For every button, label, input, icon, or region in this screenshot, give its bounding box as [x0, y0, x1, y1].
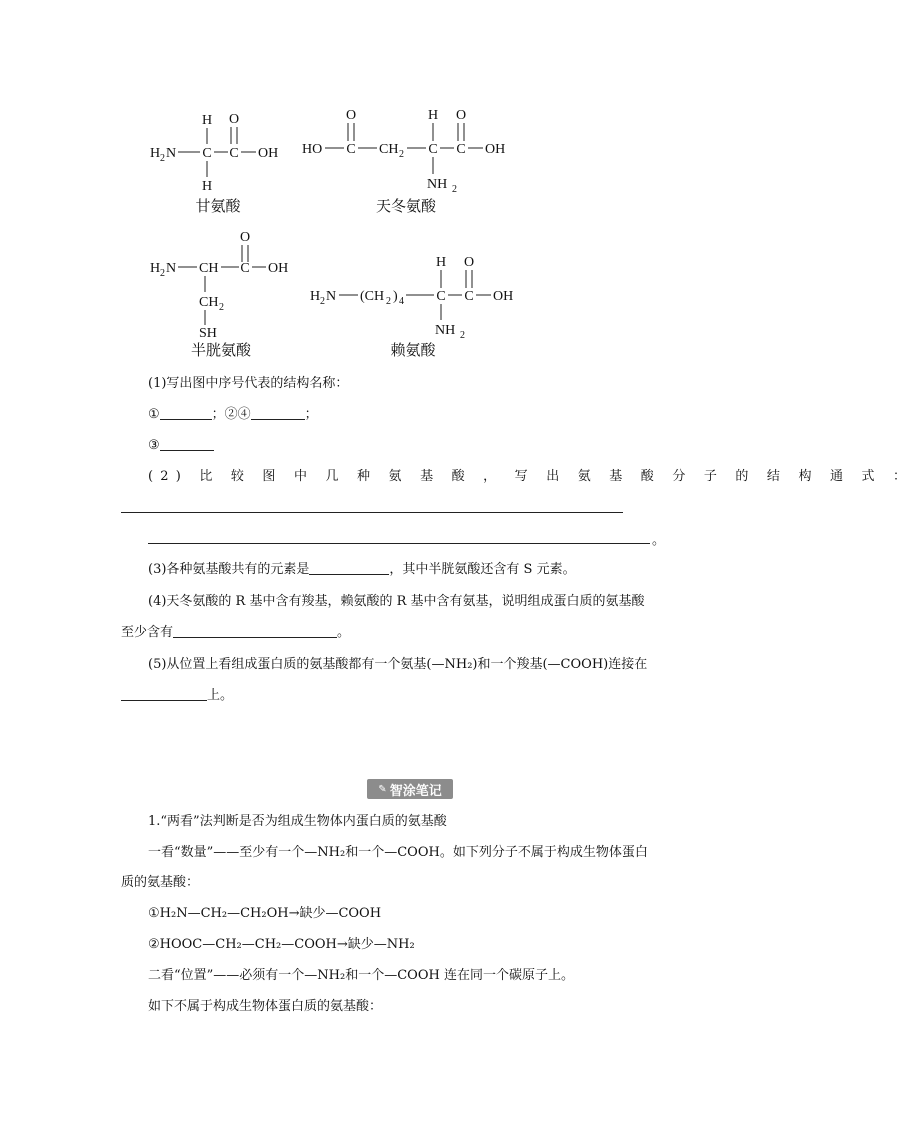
- aspartic-c2: C: [456, 142, 466, 157]
- lysine-top-h: H: [435, 255, 447, 270]
- lysine-carboxyl-c: C: [464, 289, 474, 304]
- cysteine-carbonyl-o: O: [239, 230, 251, 245]
- question-1-item-3: ③: [148, 438, 160, 453]
- lysine-amine-h: H: [310, 289, 321, 304]
- notes-example-2: ②HOOC—CH₂—CH₂—COOH→缺少—NH₂: [148, 937, 415, 952]
- glycine-amine-n: N: [166, 146, 177, 161]
- aspartic-o-right: O: [455, 108, 467, 123]
- cysteine-carboxyl-c: C: [240, 261, 250, 276]
- glycine-alpha-c: C: [202, 146, 212, 161]
- question-5-blank[interactable]: [121, 686, 207, 701]
- question-2-answer-line-2[interactable]: [148, 543, 650, 544]
- notes-badge-label: 智涂笔记: [389, 783, 442, 799]
- lysine-caption: 赖氨酸: [390, 341, 436, 359]
- aspartic-o-left: O: [345, 108, 357, 123]
- lysine-nh-sub: 2: [460, 330, 465, 341]
- question-4-blank[interactable]: [173, 623, 337, 638]
- notes-point-3: 二看“位置”——必须有一个—NH₂和一个—COOH 连在同一个碳原子上。: [148, 968, 574, 983]
- aspartic-double-bond-right: [458, 123, 464, 141]
- glycine-oh: OH: [258, 146, 279, 161]
- notes-point-4: 如下不属于构成生物体蛋白质的氨基酸：: [148, 999, 383, 1014]
- lysine-chain-open: (CH: [360, 289, 385, 304]
- question-4-prefix: 至少含有: [121, 625, 174, 640]
- question-2-answer-line-1[interactable]: [121, 512, 623, 513]
- cysteine-caption: 半胱氨酸: [190, 341, 252, 359]
- notes-point-2-line-2: 质的氨基酸：: [121, 875, 200, 890]
- question-1-item-1: ①: [148, 407, 160, 422]
- aspartic-caption: 天冬氨酸: [375, 197, 437, 215]
- notes-point-2-line-1: 一看“数量”——至少有一个—NH₂和一个—COOH。如下列分子不属于构成生物体蛋白: [148, 845, 648, 860]
- aspartic-ch: CH: [379, 142, 399, 157]
- cysteine-sh: SH: [199, 326, 217, 341]
- aspartic-oh: OH: [485, 142, 506, 157]
- lysine-amine-n: N: [326, 289, 337, 304]
- question-1-blanks-row: [148, 405, 318, 425]
- aspartic-nh: NH: [427, 177, 448, 192]
- cysteine-amine-sub: 2: [160, 268, 165, 279]
- glycine-amine-sub: 2: [160, 153, 165, 164]
- cysteine-double-bond: [242, 245, 248, 262]
- question-3-prefix: (3)各种氨基酸共有的元素是: [148, 562, 310, 577]
- glycine-bottom-h: H: [201, 179, 213, 194]
- lysine-amine-sub: 2: [320, 296, 325, 307]
- cysteine-ch2-sub: 2: [219, 302, 224, 313]
- cysteine-ch2: CH: [199, 295, 219, 310]
- question-5-suffix: 上。: [207, 688, 234, 703]
- glycine-double-bond: [231, 127, 237, 144]
- lysine-carbonyl-o: O: [463, 255, 475, 270]
- lysine-nh: NH: [435, 323, 456, 338]
- question-1-separator: ；②④: [211, 407, 251, 422]
- aspartic-double-bond-left: [348, 123, 354, 141]
- lysine-double-bond: [466, 270, 472, 288]
- cysteine-structure: [150, 230, 288, 359]
- question-2: (2) 比 较 图 中 几 种 氨 基 酸 ， 写 出 氨 基 酸 分 子 的 结 构 通 式 ：: [148, 469, 913, 484]
- question-1-blank-3[interactable]: [160, 436, 214, 451]
- question-5-line-1: (5)从位置上看组成蛋白质的氨基酸都有一个氨基(—NH₂)和一个羧基(—COOH)连接在: [148, 657, 648, 672]
- glycine-amine-h: H: [150, 146, 161, 161]
- aspartic-alpha-c: C: [428, 142, 438, 157]
- question-4-line-2: [121, 623, 350, 643]
- glycine-caption: 甘氨酸: [195, 197, 241, 215]
- question-1-blank-1[interactable]: [160, 405, 212, 420]
- lysine-alpha-c: C: [436, 289, 446, 304]
- aspartic-c1: C: [346, 142, 356, 157]
- glycine-carboxyl-c: C: [229, 146, 239, 161]
- cysteine-amine-n: N: [166, 261, 177, 276]
- pen-icon: ✎: [378, 783, 387, 795]
- aspartic-ho: HO: [302, 142, 323, 157]
- question-3-blank[interactable]: [309, 560, 389, 575]
- question-1: (1)写出图中序号代表的结构名称：: [148, 376, 349, 391]
- aspartic-ch-sub: 2: [399, 149, 404, 160]
- aspartic-acid-structure: [302, 108, 505, 215]
- glycine-carbonyl-o: O: [228, 112, 240, 127]
- aspartic-nh-sub: 2: [452, 184, 457, 195]
- cysteine-amine-h: H: [150, 261, 161, 276]
- amino-acid-structures: [0, 0, 794, 370]
- notes-badge: [367, 779, 453, 799]
- notes-point-1: 1.“两看”法判断是否为组成生物体内蛋白质的氨基酸: [148, 814, 447, 829]
- lysine-chain-close: ): [393, 289, 398, 304]
- question-4-line-1: (4)天冬氨酸的 R 基中含有羧基，赖氨酸的 R 基中含有氨基，说明组成蛋白质的氨基酸: [148, 594, 645, 609]
- lysine-chain-sub4: 4: [399, 296, 404, 307]
- question-2-end: 。: [652, 533, 666, 548]
- cysteine-ch: CH: [199, 261, 219, 276]
- question-1-blank-2[interactable]: [251, 405, 305, 420]
- question-3-row: [148, 560, 576, 580]
- question-3-suffix: ，其中半胱氨酸还含有 S 元素。: [389, 562, 576, 577]
- aspartic-top-h: H: [427, 108, 439, 123]
- question-4-suffix: 。: [337, 625, 351, 640]
- lysine-oh: OH: [493, 289, 514, 304]
- question-5-line-2: [121, 686, 233, 706]
- question-1-blank-3-row: [148, 436, 214, 456]
- question-1-end: ；: [304, 407, 318, 422]
- glycine-structure: [150, 112, 278, 215]
- glycine-top-h: H: [201, 113, 213, 128]
- notes-example-1: ①H₂N—CH₂—CH₂OH→缺少—COOH: [148, 906, 382, 921]
- lysine-structure: [310, 255, 513, 359]
- lysine-chain-sub2: 2: [386, 296, 391, 307]
- cysteine-oh: OH: [268, 261, 289, 276]
